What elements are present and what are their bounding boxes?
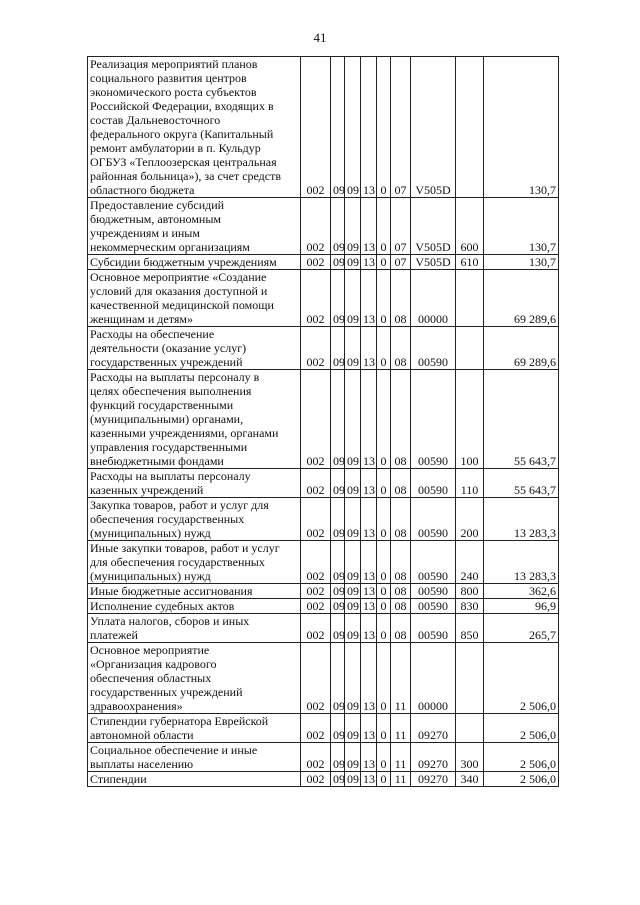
cell-gr: 002 xyxy=(301,57,331,198)
row-name: Социальное обеспечение и иные выплаты населению xyxy=(88,743,301,772)
cell-csr-2: 0 xyxy=(377,270,391,327)
cell-vr: 100 xyxy=(456,370,484,469)
cell-pr: 09 xyxy=(345,772,361,787)
cell-csr-1: 13 xyxy=(361,599,377,614)
cell-csr-1: 13 xyxy=(361,498,377,541)
cell-vr: 600 xyxy=(456,198,484,255)
row-name: Реализация мероприятий планов социального развития центров экономического роста субъектов Российской Федерации, входящих в состав Дальневосточного федерального округа (Капитальный ремонт амбулатории в п. Кульдур ОГБУЗ «Теплоозерская центральная районная больница»), за счет средств областного бюджета xyxy=(88,57,301,198)
cell-csr-3: 08 xyxy=(391,498,411,541)
cell-rz: 09 xyxy=(331,57,345,198)
cell-csr-4: 00590 xyxy=(411,327,456,370)
cell-csr-2: 0 xyxy=(377,469,391,498)
table-row xyxy=(88,541,559,584)
cell-csr-2: 0 xyxy=(377,599,391,614)
cell-sum: 69 289,6 xyxy=(484,327,559,370)
cell-csr-3: 07 xyxy=(391,57,411,198)
cell-csr-3: 08 xyxy=(391,541,411,584)
cell-rz: 09 xyxy=(331,614,345,643)
cell-csr-1: 13 xyxy=(361,198,377,255)
cell-vr: 850 xyxy=(456,614,484,643)
cell-csr-2: 0 xyxy=(377,772,391,787)
cell-csr-4: 00590 xyxy=(411,599,456,614)
table-row xyxy=(88,772,559,787)
cell-gr: 002 xyxy=(301,541,331,584)
cell-gr: 002 xyxy=(301,714,331,743)
cell-csr-3: 08 xyxy=(391,327,411,370)
cell-csr-1: 13 xyxy=(361,584,377,599)
cell-csr-2: 0 xyxy=(377,327,391,370)
cell-gr: 002 xyxy=(301,614,331,643)
cell-csr-3: 08 xyxy=(391,370,411,469)
cell-csr-2: 0 xyxy=(377,743,391,772)
cell-sum: 2 506,0 xyxy=(484,772,559,787)
cell-gr: 002 xyxy=(301,743,331,772)
table-row xyxy=(88,270,559,327)
cell-pr: 09 xyxy=(345,255,361,270)
cell-csr-1: 13 xyxy=(361,370,377,469)
cell-pr: 09 xyxy=(345,270,361,327)
cell-pr: 09 xyxy=(345,57,361,198)
cell-csr-4: 00000 xyxy=(411,643,456,714)
cell-vr: 240 xyxy=(456,541,484,584)
cell-csr-1: 13 xyxy=(361,469,377,498)
row-name: Иные бюджетные ассигнования xyxy=(88,584,301,599)
cell-gr: 002 xyxy=(301,270,331,327)
cell-csr-2: 0 xyxy=(377,584,391,599)
cell-csr-3: 11 xyxy=(391,643,411,714)
cell-sum: 2 506,0 xyxy=(484,643,559,714)
row-name: Исполнение судебных актов xyxy=(88,599,301,614)
cell-sum: 96,9 xyxy=(484,599,559,614)
cell-sum: 13 283,3 xyxy=(484,498,559,541)
table-row xyxy=(88,584,559,599)
cell-pr: 09 xyxy=(345,643,361,714)
cell-sum: 265,7 xyxy=(484,614,559,643)
cell-csr-4: 00590 xyxy=(411,469,456,498)
cell-vr: 200 xyxy=(456,498,484,541)
row-name: Субсидии бюджетным учреждениям xyxy=(88,255,301,270)
table-row xyxy=(88,198,559,255)
cell-gr: 002 xyxy=(301,327,331,370)
cell-gr: 002 xyxy=(301,772,331,787)
cell-csr-4: 09270 xyxy=(411,714,456,743)
cell-vr xyxy=(456,327,484,370)
cell-sum: 55 643,7 xyxy=(484,370,559,469)
cell-sum: 2 506,0 xyxy=(484,743,559,772)
cell-csr-2: 0 xyxy=(377,57,391,198)
cell-gr: 002 xyxy=(301,198,331,255)
cell-csr-3: 11 xyxy=(391,714,411,743)
cell-rz: 09 xyxy=(331,255,345,270)
cell-pr: 09 xyxy=(345,198,361,255)
cell-gr: 002 xyxy=(301,255,331,270)
cell-csr-1: 13 xyxy=(361,743,377,772)
row-name: Уплата налогов, сборов и иных платежей xyxy=(88,614,301,643)
table-row xyxy=(88,327,559,370)
cell-rz: 09 xyxy=(331,714,345,743)
cell-vr xyxy=(456,643,484,714)
cell-vr xyxy=(456,57,484,198)
cell-rz: 09 xyxy=(331,599,345,614)
cell-vr: 110 xyxy=(456,469,484,498)
cell-sum: 13 283,3 xyxy=(484,541,559,584)
cell-csr-4: V505D xyxy=(411,57,456,198)
cell-gr: 002 xyxy=(301,370,331,469)
cell-pr: 09 xyxy=(345,469,361,498)
cell-csr-2: 0 xyxy=(377,255,391,270)
row-name: Закупка товаров, работ и услуг для обеспечения государственных (муниципальных) нужд xyxy=(88,498,301,541)
cell-csr-2: 0 xyxy=(377,714,391,743)
table-row xyxy=(88,743,559,772)
cell-csr-4: 00590 xyxy=(411,614,456,643)
cell-gr: 002 xyxy=(301,469,331,498)
table-row xyxy=(88,643,559,714)
cell-vr: 610 xyxy=(456,255,484,270)
cell-vr xyxy=(456,714,484,743)
cell-pr: 09 xyxy=(345,614,361,643)
cell-pr: 09 xyxy=(345,327,361,370)
cell-gr: 002 xyxy=(301,599,331,614)
cell-sum: 130,7 xyxy=(484,198,559,255)
row-name: Иные закупки товаров, работ и услуг для обеспечения государственных (муниципальных) нужд xyxy=(88,541,301,584)
cell-csr-3: 07 xyxy=(391,255,411,270)
table-row xyxy=(88,714,559,743)
cell-csr-2: 0 xyxy=(377,370,391,469)
table-row xyxy=(88,599,559,614)
row-name: Основное мероприятие «Создание условий для оказания доступной и качественной медицинской помощи женщинам и детям» xyxy=(88,270,301,327)
cell-gr: 002 xyxy=(301,584,331,599)
table-row xyxy=(88,57,559,198)
table-row xyxy=(88,498,559,541)
cell-csr-4: 00590 xyxy=(411,498,456,541)
cell-sum: 130,7 xyxy=(484,57,559,198)
cell-csr-3: 08 xyxy=(391,270,411,327)
cell-csr-4: 00590 xyxy=(411,541,456,584)
cell-rz: 09 xyxy=(331,584,345,599)
cell-csr-3: 07 xyxy=(391,198,411,255)
cell-pr: 09 xyxy=(345,743,361,772)
cell-pr: 09 xyxy=(345,370,361,469)
cell-csr-1: 13 xyxy=(361,270,377,327)
cell-csr-3: 08 xyxy=(391,614,411,643)
cell-rz: 09 xyxy=(331,270,345,327)
cell-sum: 69 289,6 xyxy=(484,270,559,327)
cell-pr: 09 xyxy=(345,498,361,541)
cell-rz: 09 xyxy=(331,198,345,255)
cell-csr-3: 08 xyxy=(391,584,411,599)
cell-csr-1: 13 xyxy=(361,643,377,714)
row-name: Стипендии губернатора Еврейской автономной области xyxy=(88,714,301,743)
cell-csr-2: 0 xyxy=(377,643,391,714)
row-name: Расходы на выплаты персоналу в целях обеспечения выполнения функций государственными (муниципальными) органами, казенными учреждениями, органами управления государственными внебюджетными фондами xyxy=(88,370,301,469)
cell-pr: 09 xyxy=(345,584,361,599)
cell-gr: 002 xyxy=(301,498,331,541)
cell-rz: 09 xyxy=(331,469,345,498)
cell-rz: 09 xyxy=(331,541,345,584)
page-number: 41 xyxy=(313,30,327,45)
cell-csr-1: 13 xyxy=(361,57,377,198)
cell-sum: 130,7 xyxy=(484,255,559,270)
cell-csr-1: 13 xyxy=(361,327,377,370)
cell-csr-2: 0 xyxy=(377,198,391,255)
cell-rz: 09 xyxy=(331,498,345,541)
cell-csr-4: V505D xyxy=(411,255,456,270)
cell-csr-1: 13 xyxy=(361,255,377,270)
cell-sum: 362,6 xyxy=(484,584,559,599)
cell-csr-3: 11 xyxy=(391,772,411,787)
cell-vr: 800 xyxy=(456,584,484,599)
cell-pr: 09 xyxy=(345,714,361,743)
row-name: Расходы на выплаты персоналу казенных учреждений xyxy=(88,469,301,498)
cell-csr-2: 0 xyxy=(377,498,391,541)
cell-vr: 300 xyxy=(456,743,484,772)
row-name: Основное мероприятие «Организация кадрового обеспечения областных государственных учреждений здравоохранения» xyxy=(88,643,301,714)
cell-pr: 09 xyxy=(345,599,361,614)
cell-csr-4: 00590 xyxy=(411,370,456,469)
cell-sum: 55 643,7 xyxy=(484,469,559,498)
row-name: Предоставление субсидий бюджетным, автономным учреждениям и иным некоммерческим организациям xyxy=(88,198,301,255)
cell-csr-4: 00590 xyxy=(411,584,456,599)
cell-csr-4: V505D xyxy=(411,198,456,255)
cell-csr-3: 08 xyxy=(391,469,411,498)
cell-csr-3: 11 xyxy=(391,743,411,772)
row-name: Расходы на обеспечение деятельности (оказание услуг) государственных учреждений xyxy=(88,327,301,370)
cell-sum: 2 506,0 xyxy=(484,714,559,743)
cell-csr-4: 09270 xyxy=(411,743,456,772)
table-row xyxy=(88,255,559,270)
cell-rz: 09 xyxy=(331,772,345,787)
cell-csr-4: 09270 xyxy=(411,772,456,787)
budget-table xyxy=(87,56,559,787)
cell-rz: 09 xyxy=(331,743,345,772)
cell-csr-4: 00000 xyxy=(411,270,456,327)
row-name: Стипендии xyxy=(88,772,301,787)
table-row xyxy=(88,614,559,643)
cell-rz: 09 xyxy=(331,327,345,370)
cell-csr-1: 13 xyxy=(361,614,377,643)
cell-csr-2: 0 xyxy=(377,541,391,584)
cell-csr-1: 13 xyxy=(361,714,377,743)
table-row xyxy=(88,469,559,498)
cell-gr: 002 xyxy=(301,643,331,714)
cell-vr: 830 xyxy=(456,599,484,614)
cell-vr xyxy=(456,270,484,327)
cell-csr-1: 13 xyxy=(361,541,377,584)
cell-csr-2: 0 xyxy=(377,614,391,643)
cell-pr: 09 xyxy=(345,541,361,584)
cell-csr-3: 08 xyxy=(391,599,411,614)
cell-rz: 09 xyxy=(331,370,345,469)
table-row xyxy=(88,370,559,469)
cell-csr-1: 13 xyxy=(361,772,377,787)
cell-rz: 09 xyxy=(331,643,345,714)
cell-vr: 340 xyxy=(456,772,484,787)
